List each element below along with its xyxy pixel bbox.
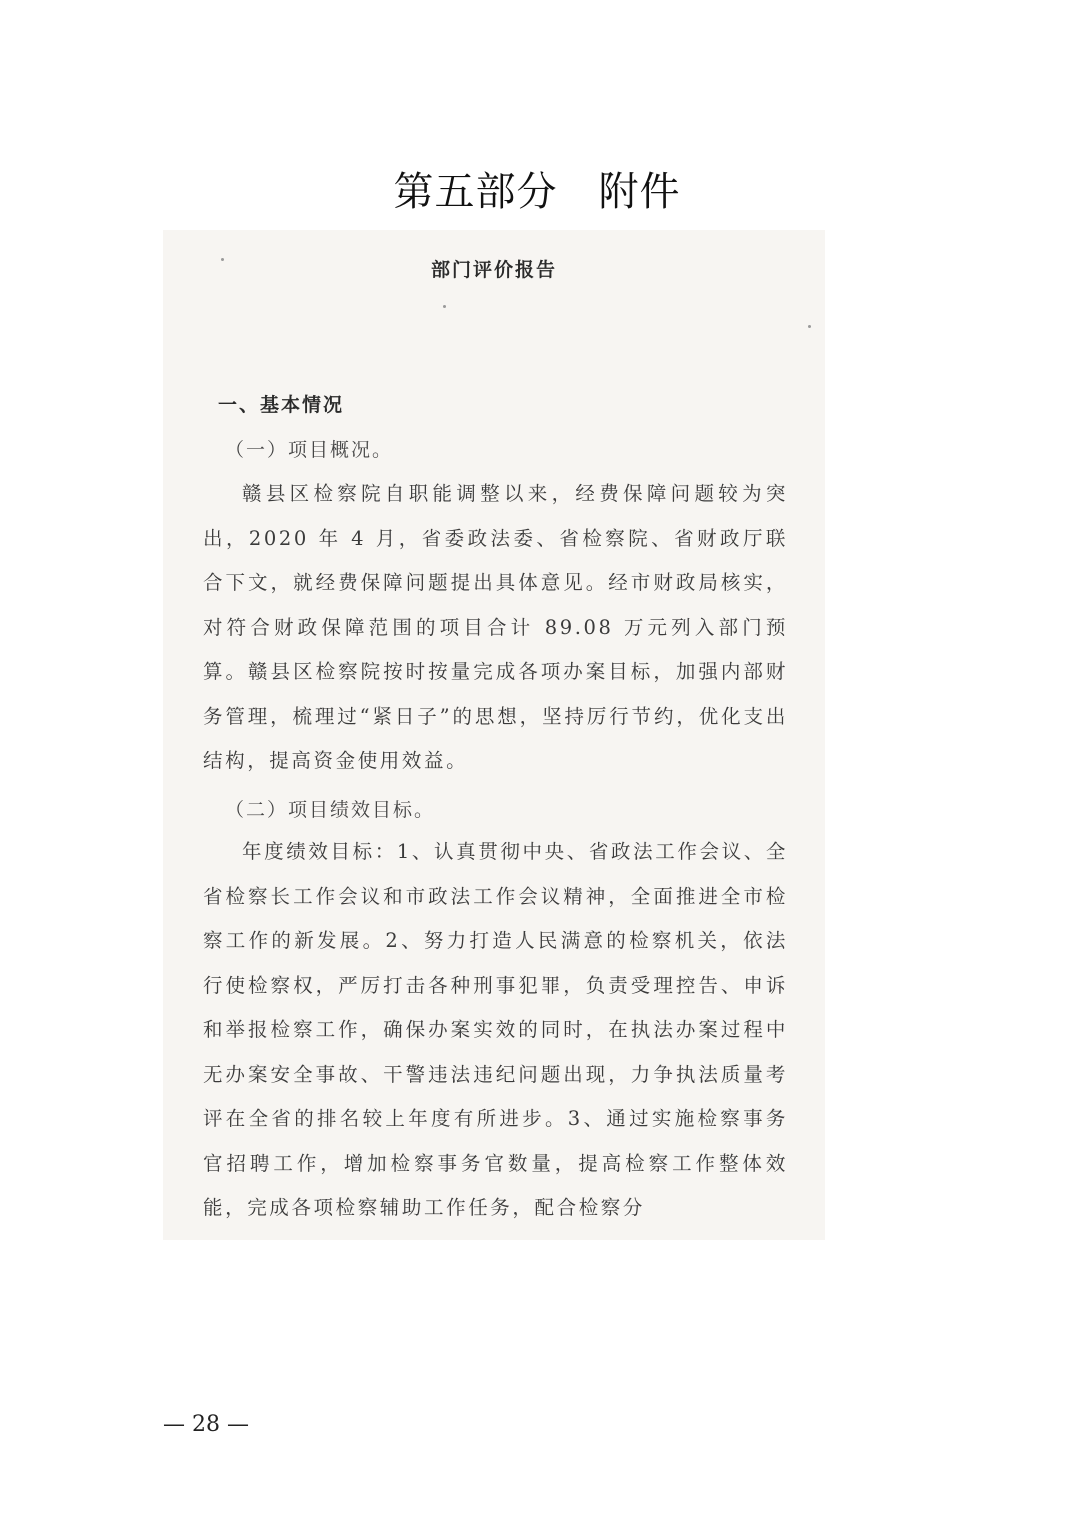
- subsection-project-overview: （一）项目概况。: [225, 439, 394, 461]
- page-number: — 28 —: [163, 1412, 249, 1437]
- scan-speck: [808, 325, 811, 328]
- report-title: 部门评价报告: [430, 259, 557, 281]
- part-title: 第五部分 附件: [393, 169, 681, 215]
- paragraph-performance-goals: 年度绩效目标：1、认真贯彻中央、省政法工作会议、全省检察长工作会议和市政法工作会议精神，全面推进全市检察工作的新发展。2、努力打造人民满意的检察机关，依法行使检察权，严厉打击各种刑事犯罪，负责受理控告、申诉和举报检察工作，确保办案实效的同时，在执法办案过程中无办案安全事故、干警违法违纪问题出现，力争执法质量考评在全省的排名较上年度有所进步。3、通过实施检察事务官招聘工作，增加检察事务官数量，提高检察工作整体效能，完成各项检察辅助工作任务，配合检察分: [203, 840, 788, 1219]
- scanned-report-image: [163, 230, 825, 1240]
- section-heading-basic-info: 一、基本情况: [218, 394, 345, 416]
- subsection-performance-goals: （二）项目绩效目标。: [225, 799, 436, 821]
- scan-speck: [443, 305, 446, 308]
- paragraph-project-overview: 赣县区检察院自职能调整以来，经费保障问题较为突出，2020 年 4 月，省委政法委、省检察院、省财政厅联合下文，就经费保障问题提出具体意见。经市财政局核实，对符合财政保障范围的项目合计 89.08 万元列入部门预算。赣县区检察院按时按量完成各项办案目标，加强内部财务管理，梳理过“紧日子”的思想，坚持厉行节约，优化支出结构，提高资金使用效益。: [203, 482, 788, 772]
